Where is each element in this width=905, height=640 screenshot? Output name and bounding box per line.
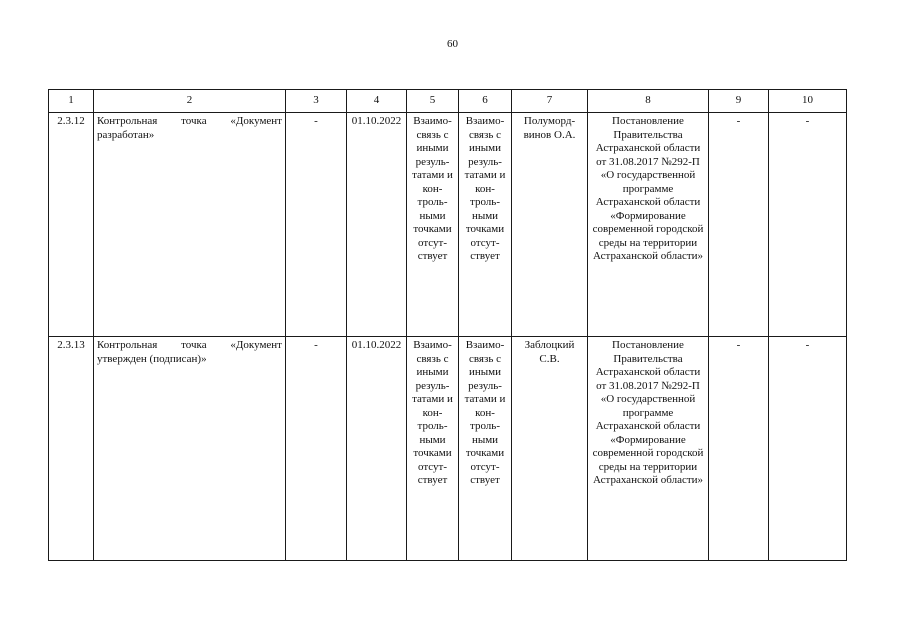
- header-cell: 7: [512, 90, 588, 113]
- row-col5: Взаимо-связь с иными резуль-татами и кон-троль-ными точками отсут-ствует: [407, 113, 459, 337]
- row-col5: Взаимо-связь с иными резуль-татами и кон-троль-ными точками отсут-ствует: [407, 337, 459, 561]
- row-col10: -: [769, 337, 847, 561]
- table-header-row: [49, 90, 847, 113]
- row-name: Контрольная точка «Документ утвержден (подписан)»: [94, 337, 286, 561]
- row-responsible: Полуморд-винов О.А.: [512, 113, 588, 337]
- row-col3: -: [286, 337, 347, 561]
- row-col3: -: [286, 113, 347, 337]
- page-number: 60: [447, 38, 458, 50]
- row-col9: -: [709, 113, 769, 337]
- header-cell: 9: [709, 90, 769, 113]
- program-table: [48, 89, 847, 561]
- header-cell: 10: [769, 90, 847, 113]
- header-cell: 6: [459, 90, 512, 113]
- row-col6: Взаимо-связь с иными резуль-татами и кон-троль-ными точками отсут-ствует: [459, 337, 512, 561]
- row-col6: Взаимо-связь с иными резуль-татами и кон-троль-ными точками отсут-ствует: [459, 113, 512, 337]
- header-cell: 1: [49, 90, 94, 113]
- row-date: 01.10.2022: [347, 113, 407, 337]
- header-cell: 5: [407, 90, 459, 113]
- row-date: 01.10.2022: [347, 337, 407, 561]
- table-row: [49, 337, 847, 561]
- header-cell: 2: [94, 90, 286, 113]
- header-cell: 4: [347, 90, 407, 113]
- row-document: Постановление Правительства Астраханской области от 31.08.2017 №292-П «О государственной программе Астраханской области «Формирование современной городской среды на территории Астраханской области»: [588, 337, 709, 561]
- row-responsible: Заблоцкий С.В.: [512, 337, 588, 561]
- header-cell: 3: [286, 90, 347, 113]
- row-col9: -: [709, 337, 769, 561]
- row-document: Постановление Правительства Астраханской области от 31.08.2017 №292-П «О государственной программе Астраханской области «Формирование современной городской среды на территории Астраханской области»: [588, 113, 709, 337]
- header-cell: 8: [588, 90, 709, 113]
- table-row: [49, 113, 847, 337]
- row-number: 2.3.13: [49, 337, 94, 561]
- row-col10: -: [769, 113, 847, 337]
- row-name: Контрольная точка «Документ разработан»: [94, 113, 286, 337]
- row-number: 2.3.12: [49, 113, 94, 337]
